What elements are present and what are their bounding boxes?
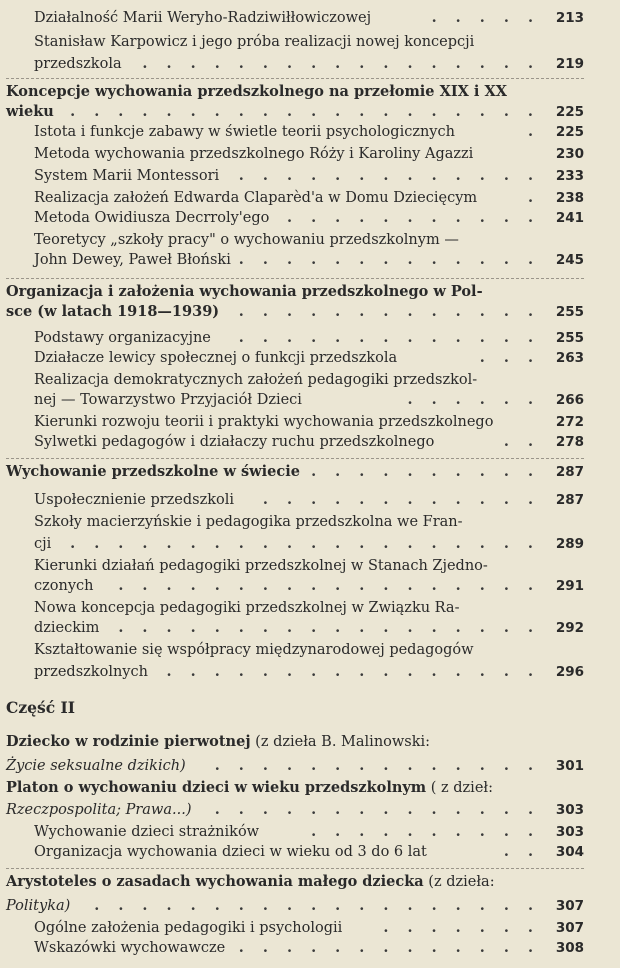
toc-entry [0,328,620,348]
toc-entry [0,432,620,452]
toc-entry-title: Nowa koncepcja pedagogiki przedszkolnej w Związku Ra- [34,600,460,616]
toc-entry [0,54,620,74]
toc-chapter-title [6,778,493,798]
toc-entry [0,512,620,532]
leader-dots: . . . . . . . . . . [311,463,540,480]
toc-entry-title: Realizacja założeń Edwarda Claparèd'a w Domu Dziecięcym [34,190,478,206]
toc-entry [0,556,620,576]
toc-entry-title: Organizacja wychowania dzieci w wieku od 3 do 6 lat [34,844,427,860]
toc-entry [0,842,620,862]
toc-chapter [0,732,620,752]
leader-dots: . . [503,433,540,450]
toc-entry-title: Szkoły macierzyńskie i pedagogika przedszkolna we Fran- [34,514,463,530]
toc-chapter-title: Rzeczpospolita; Prawa...) [6,802,192,818]
toc-entry-title: Metoda Owidiusza Decrroly'ego [34,210,270,226]
leader-dots: . . . . . . . . . . . . . . . . [166,663,540,680]
toc-chapter [0,102,620,122]
toc-entry-title: czonych [34,578,94,594]
toc-entry-title: przedszkolnych [34,664,148,680]
toc-page-number: 225 [555,124,584,140]
toc-page-number: 291 [555,578,584,594]
toc-chapter [0,872,620,892]
toc-entry [0,348,620,368]
toc-entry [0,640,620,660]
divider [6,868,584,870]
leader-dots: . . . . . . . . . . . . . . [214,757,540,774]
toc-page-number: 245 [555,252,584,268]
toc-entry [0,490,620,510]
toc-entry-title: Działacze lewicy społecznej o funkcji przedszkola [34,350,398,366]
toc-chapter-bold: Platon o wychowaniu dzieci w wieku przedszkolnym [6,779,427,796]
toc-entry [0,188,620,208]
toc-entry-title: Ogólne założenia pedagogiki i psychologii [34,920,343,936]
toc-entry [0,370,620,390]
toc-page-number: 308 [555,940,584,956]
toc-page-number: 230 [555,146,584,162]
toc-entry [0,208,620,228]
toc-chapter [0,302,620,322]
toc-entry [0,662,620,682]
leader-dots: . . . . . . [407,391,540,408]
toc-entry-title: Sylwetki pedagogów i działaczy ruchu przedszkolnego [34,434,435,450]
toc-entry-title: Podstawy organizacyjne [34,330,211,346]
toc-page-number: 266 [555,392,584,408]
toc-entry [0,250,620,270]
toc-page-number: 304 [555,844,584,860]
toc-page-number: 225 [555,104,584,120]
leader-dots: . . . . . . . [383,919,540,936]
toc-chapter-bold: Arystoteles o zasadach wychowania małego dziecka [6,873,424,890]
toc-page-number: 287 [555,464,584,480]
part-title: Część II [6,698,76,717]
leader-dots: . . . . . . . . . . . . . . . . . . [118,577,540,594]
leader-dots: . . . . . . . . . . [311,823,540,840]
toc-chapter [0,82,620,102]
toc-entry-title: System Marii Montessori [34,168,220,184]
toc-page-number: 292 [555,620,584,636]
leader-dots: . . [503,843,540,860]
toc-page-number: 301 [555,758,584,774]
toc-page-number: 303 [555,802,584,818]
toc-page-number: 263 [555,350,584,366]
leader-dots: . . . . . . . . . . . . . [238,251,540,268]
toc-page-number: 287 [555,492,584,508]
toc-page-number: 307 [555,920,584,936]
toc-entry [0,618,620,638]
toc-entry [0,230,620,250]
toc-entry [0,822,620,842]
toc-chapter-source: (z dzieła: [423,874,495,890]
toc-entry-title: Kierunki działań pedagogiki przedszkolnej w Stanach Zjedno- [34,558,488,574]
leader-dots: . . . . . [431,9,540,26]
toc-entry-title: Stanisław Karpowicz i jego próba realizacji nowej koncepcji [34,34,475,50]
toc-page-number: 289 [555,536,584,552]
leader-dots: . . . . . . . . . . . . . [238,329,540,346]
toc-entry [0,390,620,410]
toc-page-number: 233 [555,168,584,184]
toc-chapter-title: Życie seksualne dzikich) [6,758,186,774]
toc-entry-title: Istota i funkcje zabawy w świetle teorii psychologicznych [34,124,455,140]
toc-chapter [0,462,620,482]
toc-chapter-title [6,872,495,892]
toc-page-number: 255 [555,330,584,346]
toc-entry [0,598,620,618]
toc-page-number: 219 [555,56,584,72]
leader-dots: . . . . . . . . . . . . . . . . . . [118,619,540,636]
leader-dots: . . . . . . . . . . . . . [238,939,540,956]
toc-entry-title: Kształtowanie się współpracy międzynarodowej pedagogów [34,642,474,658]
leader-dots: . . . . . . . . . . . . . . [214,801,540,818]
leader-dots: . . . . . . . . . . . . . [238,303,540,320]
toc-entry [0,576,620,596]
toc-chapter-title: sce (w latach 1918—1939) [6,303,220,320]
toc-entry-title: Kierunki rozwoju teorii i praktyki wychowania przedszkolnego [34,414,494,430]
toc-entry-title: nej — Towarzystwo Przyjaciół Dzieci [34,392,302,408]
toc-entry [0,8,620,28]
toc-chapter-bold: Dziecko w rodzinie pierwotnej [6,733,251,750]
leader-dots: . [527,123,540,140]
toc-page-number: 213 [555,10,584,26]
part-heading [0,698,620,718]
toc-entry-title: Metoda wychowania przedszkolnego Róży i Karoliny Agazzi [34,146,474,162]
toc-chapter-title: Polityka) [6,898,71,914]
toc-entry-title: przedszkola [34,56,122,72]
toc-page-number: 296 [555,664,584,680]
toc-entry [0,122,620,142]
toc-chapter-title: Koncepcje wychowania przedszkolnego na przełomie XIX i XX [6,83,507,100]
leader-dots: . . . . . . . . . . . . . . . . . . . [94,897,540,914]
toc-entry-title: dzieckim [34,620,100,636]
toc-page-number: 238 [555,190,584,206]
leader-dots: . . . . . . . . . . . . . . . . . . . . [70,103,540,120]
toc-page-number: 303 [555,824,584,840]
toc-entry-title: Teoretycy „szkoły pracy" o wychowaniu przedszkolnym — [34,232,459,248]
toc-entry-title: Wskazówki wychowawcze [34,940,226,956]
toc-page-number: 255 [555,304,584,320]
toc-chapter [0,756,620,776]
toc-entry-title: Działalność Marii Weryho-Radziwiłłowiczowej [34,10,372,26]
toc-entry [0,534,620,554]
toc-chapter-title: Wychowanie przedszkolne w świecie [6,463,300,480]
toc-page-number: 278 [555,434,584,450]
toc-chapter-title: wieku [6,103,54,120]
leader-dots: . . . . . . . . . . . . [262,491,540,508]
toc-entry-title: John Dewey, Paweł Błoński [34,252,231,268]
leader-dots: . . . . . . . . . . . . . [238,167,540,184]
leader-dots: . . . . . . . . . . . [286,209,540,226]
divider [6,278,584,280]
divider [6,458,584,460]
toc-entry [0,412,620,432]
toc-entry [0,918,620,938]
leader-dots: . . . . . . . . . . . . . . . . . . . . [70,535,540,552]
toc-page-number: 241 [555,210,584,226]
toc-entry-title: Uspołecznienie przedszkoli [34,492,235,508]
leader-dots: . . . . . . . . . . . . . . . . . [142,55,540,72]
toc-entry [0,938,620,958]
toc-page-number: 307 [555,898,584,914]
toc-chapter [0,778,620,798]
toc-entry-title: Realizacja demokratycznych założeń pedagogiki przedszkol- [34,372,478,388]
toc-chapter-source: (z dzieła B. Malinowski: [250,734,431,750]
toc-entry-title: cji [34,536,52,552]
toc-chapter [0,800,620,820]
toc-entry [0,144,620,164]
toc-chapter-title: Organizacja i założenia wychowania przedszkolnego w Pol- [6,283,483,300]
leader-dots: . [527,189,540,206]
toc-entry [0,166,620,186]
toc-page-number: 272 [555,414,584,430]
toc-chapter [0,896,620,916]
toc-chapter-source: ( z dzieł: [426,780,493,796]
toc-chapter [0,282,620,302]
divider [6,78,584,80]
toc-chapter-title [6,732,430,752]
toc-entry [0,32,620,52]
leader-dots: . . . [479,349,540,366]
toc-entry-title: Wychowanie dzieci strażników [34,824,260,840]
